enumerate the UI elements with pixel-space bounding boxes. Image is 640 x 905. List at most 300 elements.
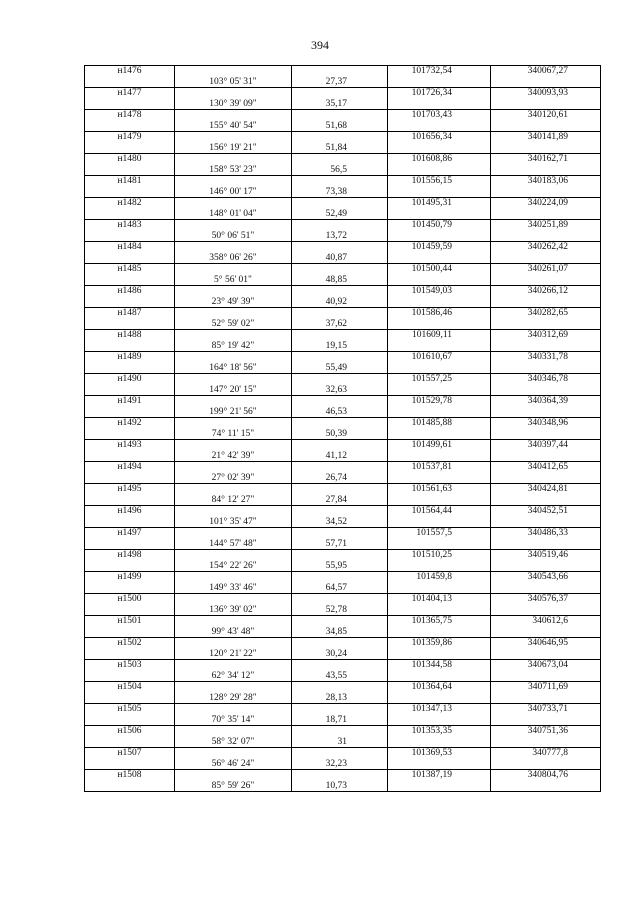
point-name-cell: н1508 (85, 770, 175, 781)
empty-cell (292, 110, 388, 121)
table-row-point (85, 748, 601, 759)
empty-cell (85, 407, 175, 418)
empty-cell (175, 660, 292, 671)
y-coordinate-cell: 340519,46 (491, 550, 601, 561)
empty-cell (491, 209, 601, 220)
direction-angle-cell: 58° 32' 07" (175, 737, 292, 748)
x-coordinate-cell: 101557,25 (388, 374, 491, 385)
distance-cell: 51,84 (292, 143, 388, 154)
empty-cell (175, 682, 292, 693)
empty-cell (388, 143, 491, 154)
empty-cell (175, 330, 292, 341)
empty-cell (85, 385, 175, 396)
point-name-cell: н1499 (85, 572, 175, 583)
direction-angle-cell: 70° 35' 14" (175, 715, 292, 726)
empty-cell (491, 737, 601, 748)
table-row-point (85, 198, 601, 209)
x-coordinate-cell: 101495,31 (388, 198, 491, 209)
direction-angle-cell: 164° 18' 56" (175, 363, 292, 374)
empty-cell (175, 198, 292, 209)
y-coordinate-cell: 340312,69 (491, 330, 601, 341)
empty-cell (85, 605, 175, 616)
distance-cell: 19,15 (292, 341, 388, 352)
empty-cell (175, 462, 292, 473)
empty-cell (491, 671, 601, 682)
distance-cell: 40,87 (292, 253, 388, 264)
direction-angle-cell: 146° 00' 17" (175, 187, 292, 198)
y-coordinate-cell: 340093,93 (491, 88, 601, 99)
table-row-segment (85, 77, 601, 88)
empty-cell (388, 737, 491, 748)
direction-angle-cell: 101° 35' 47" (175, 517, 292, 528)
empty-cell (388, 77, 491, 88)
x-coordinate-cell: 101703,43 (388, 110, 491, 121)
empty-cell (85, 99, 175, 110)
distance-cell: 35,17 (292, 99, 388, 110)
empty-cell (491, 275, 601, 286)
empty-cell (85, 649, 175, 660)
distance-cell: 31 (292, 737, 388, 748)
y-coordinate-cell: 340751,36 (491, 726, 601, 737)
table-row-point (85, 506, 601, 517)
distance-cell: 32,23 (292, 759, 388, 770)
empty-cell (175, 594, 292, 605)
point-name-cell: н1502 (85, 638, 175, 649)
empty-cell (85, 759, 175, 770)
distance-cell: 48,85 (292, 275, 388, 286)
empty-cell (491, 363, 601, 374)
empty-cell (85, 187, 175, 198)
direction-angle-cell: 85° 19' 42" (175, 341, 292, 352)
empty-cell (175, 110, 292, 121)
direction-angle-cell: 158° 53' 23" (175, 165, 292, 176)
empty-cell (388, 385, 491, 396)
empty-cell (292, 352, 388, 363)
y-coordinate-cell: 340120,61 (491, 110, 601, 121)
direction-angle-cell: 84° 12' 27" (175, 495, 292, 506)
empty-cell (85, 583, 175, 594)
empty-cell (292, 242, 388, 253)
empty-cell (292, 616, 388, 627)
x-coordinate-cell: 101485,88 (388, 418, 491, 429)
distance-cell: 34,52 (292, 517, 388, 528)
empty-cell (491, 517, 601, 528)
empty-cell (175, 528, 292, 539)
distance-cell: 55,49 (292, 363, 388, 374)
point-name-cell: н1485 (85, 264, 175, 275)
x-coordinate-cell: 101347,13 (388, 704, 491, 715)
empty-cell (388, 671, 491, 682)
table-row-segment (85, 209, 601, 220)
empty-cell (292, 330, 388, 341)
table-row-point (85, 704, 601, 715)
empty-cell (292, 638, 388, 649)
table-row-segment (85, 121, 601, 132)
empty-cell (491, 385, 601, 396)
table-row-point (85, 242, 601, 253)
table-row-point (85, 418, 601, 429)
empty-cell (491, 341, 601, 352)
empty-cell (388, 231, 491, 242)
direction-angle-cell: 156° 19' 21" (175, 143, 292, 154)
empty-cell (85, 451, 175, 462)
x-coordinate-cell: 101556,15 (388, 176, 491, 187)
table-row-point (85, 572, 601, 583)
table-row-segment (85, 451, 601, 462)
table-row-point (85, 440, 601, 451)
table-row-segment (85, 517, 601, 528)
empty-cell (491, 627, 601, 638)
empty-cell (85, 495, 175, 506)
empty-cell (292, 506, 388, 517)
table-row-segment (85, 561, 601, 572)
distance-cell: 30,24 (292, 649, 388, 660)
empty-cell (175, 374, 292, 385)
point-name-cell: н1495 (85, 484, 175, 495)
table-row-segment (85, 737, 601, 748)
table-row-point (85, 374, 601, 385)
empty-cell (491, 561, 601, 572)
empty-cell (85, 231, 175, 242)
empty-cell (388, 99, 491, 110)
direction-angle-cell: 62° 34' 12" (175, 671, 292, 682)
direction-angle-cell: 85° 59' 26" (175, 781, 292, 792)
empty-cell (85, 715, 175, 726)
empty-cell (85, 539, 175, 550)
empty-cell (491, 165, 601, 176)
x-coordinate-cell: 101365,75 (388, 616, 491, 627)
table-row-point (85, 286, 601, 297)
direction-angle-cell: 23° 49' 39" (175, 297, 292, 308)
empty-cell (388, 605, 491, 616)
empty-cell (388, 517, 491, 528)
empty-cell (175, 572, 292, 583)
distance-cell: 34,85 (292, 627, 388, 638)
empty-cell (85, 693, 175, 704)
empty-cell (292, 704, 388, 715)
empty-cell (491, 539, 601, 550)
empty-cell (292, 572, 388, 583)
empty-cell (491, 297, 601, 308)
point-name-cell: н1484 (85, 242, 175, 253)
direction-angle-cell: 136° 39' 02" (175, 605, 292, 616)
distance-cell: 52,49 (292, 209, 388, 220)
empty-cell (85, 363, 175, 374)
empty-cell (85, 77, 175, 88)
empty-cell (175, 726, 292, 737)
empty-cell (175, 616, 292, 627)
direction-angle-cell: 148° 01' 04" (175, 209, 292, 220)
empty-cell (491, 693, 601, 704)
empty-cell (491, 495, 601, 506)
table-row-point (85, 66, 601, 77)
table-row-segment (85, 781, 601, 792)
empty-cell (292, 418, 388, 429)
table-row-segment (85, 539, 601, 550)
table-row-segment (85, 253, 601, 264)
y-coordinate-cell: 340452,51 (491, 506, 601, 517)
table-row-segment (85, 429, 601, 440)
y-coordinate-cell: 340424,81 (491, 484, 601, 495)
distance-cell: 28,13 (292, 693, 388, 704)
empty-cell (175, 242, 292, 253)
y-coordinate-cell: 340162,71 (491, 154, 601, 165)
empty-cell (388, 495, 491, 506)
empty-cell (388, 627, 491, 638)
empty-cell (175, 176, 292, 187)
empty-cell (175, 66, 292, 77)
empty-cell (175, 748, 292, 759)
direction-angle-cell: 56° 46' 24" (175, 759, 292, 770)
direction-angle-cell: 149° 33' 46" (175, 583, 292, 594)
empty-cell (388, 429, 491, 440)
table-row-point (85, 528, 601, 539)
empty-cell (388, 715, 491, 726)
distance-cell: 41,12 (292, 451, 388, 462)
coordinates-table-body (85, 66, 601, 792)
y-coordinate-cell: 340673,04 (491, 660, 601, 671)
x-coordinate-cell: 101726,34 (388, 88, 491, 99)
table-row-segment (85, 627, 601, 638)
distance-cell: 32,63 (292, 385, 388, 396)
x-coordinate-cell: 101549,03 (388, 286, 491, 297)
empty-cell (388, 121, 491, 132)
x-coordinate-cell: 101450,79 (388, 220, 491, 231)
empty-cell (85, 781, 175, 792)
x-coordinate-cell: 101537,81 (388, 462, 491, 473)
table-row-point (85, 132, 601, 143)
point-name-cell: н1493 (85, 440, 175, 451)
point-name-cell: н1483 (85, 220, 175, 231)
table-row-segment (85, 583, 601, 594)
y-coordinate-cell: 340733,71 (491, 704, 601, 715)
x-coordinate-cell: 101609,11 (388, 330, 491, 341)
empty-cell (175, 396, 292, 407)
empty-cell (292, 66, 388, 77)
table-row-segment (85, 143, 601, 154)
y-coordinate-cell: 340711,69 (491, 682, 601, 693)
y-coordinate-cell: 340266,12 (491, 286, 601, 297)
empty-cell (292, 154, 388, 165)
empty-cell (491, 605, 601, 616)
empty-cell (175, 264, 292, 275)
y-coordinate-cell: 340331,78 (491, 352, 601, 363)
empty-cell (388, 539, 491, 550)
table-row-point (85, 726, 601, 737)
table-row-point (85, 176, 601, 187)
table-row-segment (85, 671, 601, 682)
y-coordinate-cell: 340348,96 (491, 418, 601, 429)
distance-cell: 64,57 (292, 583, 388, 594)
point-name-cell: н1505 (85, 704, 175, 715)
empty-cell (292, 132, 388, 143)
table-row-point (85, 638, 601, 649)
x-coordinate-cell: 101369,53 (388, 748, 491, 759)
empty-cell (388, 187, 491, 198)
x-coordinate-cell: 101404,13 (388, 594, 491, 605)
distance-cell: 55,95 (292, 561, 388, 572)
table-row-point (85, 220, 601, 231)
y-coordinate-cell: 340804,76 (491, 770, 601, 781)
table-row-point (85, 484, 601, 495)
table-row-segment (85, 297, 601, 308)
empty-cell (175, 220, 292, 231)
table-row-point (85, 682, 601, 693)
table-row-segment (85, 649, 601, 660)
empty-cell (292, 594, 388, 605)
empty-cell (388, 781, 491, 792)
empty-cell (85, 517, 175, 528)
point-name-cell: н1504 (85, 682, 175, 693)
empty-cell (85, 165, 175, 176)
x-coordinate-cell: 101610,67 (388, 352, 491, 363)
x-coordinate-cell: 101586,46 (388, 308, 491, 319)
table-row-point (85, 462, 601, 473)
table-row-segment (85, 693, 601, 704)
empty-cell (388, 473, 491, 484)
empty-cell (292, 286, 388, 297)
y-coordinate-cell: 340777,8 (491, 748, 601, 759)
empty-cell (85, 319, 175, 330)
table-row-point (85, 770, 601, 781)
point-name-cell: н1481 (85, 176, 175, 187)
direction-angle-cell: 130° 39' 09" (175, 99, 292, 110)
distance-cell: 18,71 (292, 715, 388, 726)
direction-angle-cell: 5° 56' 01" (175, 275, 292, 286)
y-coordinate-cell: 340261,07 (491, 264, 601, 275)
empty-cell (175, 484, 292, 495)
table-row-point (85, 550, 601, 561)
direction-angle-cell: 155° 40' 54" (175, 121, 292, 132)
empty-cell (175, 286, 292, 297)
distance-cell: 56,5 (292, 165, 388, 176)
empty-cell (491, 253, 601, 264)
table-row-segment (85, 385, 601, 396)
distance-cell: 43,55 (292, 671, 388, 682)
empty-cell (85, 209, 175, 220)
table-row-point (85, 594, 601, 605)
point-name-cell: н1503 (85, 660, 175, 671)
table-row-point (85, 396, 601, 407)
empty-cell (292, 462, 388, 473)
y-coordinate-cell: 340346,78 (491, 374, 601, 385)
y-coordinate-cell: 340486,33 (491, 528, 601, 539)
empty-cell (491, 121, 601, 132)
empty-cell (85, 275, 175, 286)
empty-cell (292, 374, 388, 385)
empty-cell (175, 418, 292, 429)
empty-cell (491, 759, 601, 770)
distance-cell: 13,72 (292, 231, 388, 242)
empty-cell (491, 99, 601, 110)
empty-cell (85, 561, 175, 572)
table-row-point (85, 110, 601, 121)
x-coordinate-cell: 101561,63 (388, 484, 491, 495)
empty-cell (388, 341, 491, 352)
point-name-cell: н1489 (85, 352, 175, 363)
empty-cell (388, 363, 491, 374)
empty-cell (491, 77, 601, 88)
table-row-point (85, 88, 601, 99)
direction-angle-cell: 144° 57' 48" (175, 539, 292, 550)
x-coordinate-cell: 101459,59 (388, 242, 491, 253)
empty-cell (491, 143, 601, 154)
table-row-segment (85, 165, 601, 176)
point-name-cell: н1501 (85, 616, 175, 627)
empty-cell (388, 275, 491, 286)
direction-angle-cell: 21° 42' 39" (175, 451, 292, 462)
x-coordinate-cell: 101732,54 (388, 66, 491, 77)
empty-cell (292, 440, 388, 451)
point-name-cell: н1494 (85, 462, 175, 473)
point-name-cell: н1506 (85, 726, 175, 737)
empty-cell (388, 583, 491, 594)
empty-cell (292, 770, 388, 781)
empty-cell (292, 88, 388, 99)
direction-angle-cell: 120° 21' 22" (175, 649, 292, 660)
point-name-cell: н1477 (85, 88, 175, 99)
empty-cell (388, 253, 491, 264)
empty-cell (175, 638, 292, 649)
x-coordinate-cell: 101359,86 (388, 638, 491, 649)
y-coordinate-cell: 340262,42 (491, 242, 601, 253)
table-row-segment (85, 363, 601, 374)
empty-cell (175, 132, 292, 143)
empty-cell (491, 451, 601, 462)
table-row-segment (85, 341, 601, 352)
distance-cell: 10,73 (292, 781, 388, 792)
empty-cell (292, 176, 388, 187)
distance-cell: 52,78 (292, 605, 388, 616)
empty-cell (85, 253, 175, 264)
table-row-point (85, 330, 601, 341)
empty-cell (292, 660, 388, 671)
empty-cell (491, 649, 601, 660)
distance-cell: 27,37 (292, 77, 388, 88)
direction-angle-cell: 199° 21' 56" (175, 407, 292, 418)
direction-angle-cell: 103° 05' 31" (175, 77, 292, 88)
distance-cell: 46,53 (292, 407, 388, 418)
empty-cell (491, 781, 601, 792)
table-row-point (85, 352, 601, 363)
direction-angle-cell: 50° 06' 51" (175, 231, 292, 242)
empty-cell (85, 297, 175, 308)
empty-cell (491, 319, 601, 330)
empty-cell (491, 473, 601, 484)
empty-cell (175, 88, 292, 99)
empty-cell (175, 352, 292, 363)
empty-cell (175, 440, 292, 451)
y-coordinate-cell: 340224,09 (491, 198, 601, 209)
distance-cell: 37,62 (292, 319, 388, 330)
point-name-cell: н1498 (85, 550, 175, 561)
x-coordinate-cell: 101500,44 (388, 264, 491, 275)
point-name-cell: н1496 (85, 506, 175, 517)
empty-cell (388, 561, 491, 572)
empty-cell (388, 297, 491, 308)
table-row-segment (85, 759, 601, 770)
point-name-cell: н1478 (85, 110, 175, 121)
empty-cell (175, 154, 292, 165)
empty-cell (175, 550, 292, 561)
empty-cell (85, 121, 175, 132)
x-coordinate-cell: 101608,86 (388, 154, 491, 165)
x-coordinate-cell: 101387,19 (388, 770, 491, 781)
x-coordinate-cell: 101564,44 (388, 506, 491, 517)
empty-cell (388, 451, 491, 462)
empty-cell (85, 429, 175, 440)
x-coordinate-cell: 101364,64 (388, 682, 491, 693)
